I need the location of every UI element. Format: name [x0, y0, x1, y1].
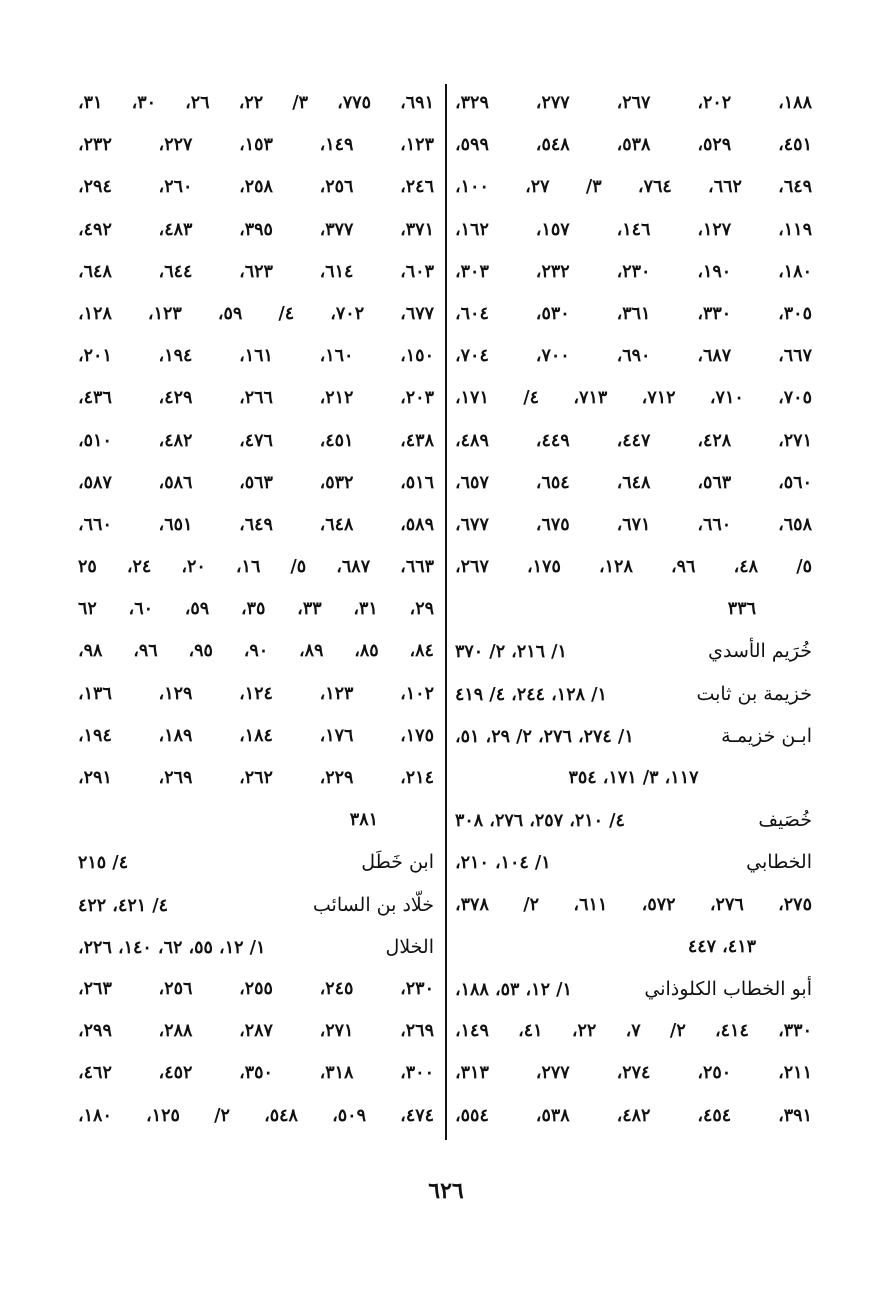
index-entry: [455, 630, 812, 672]
index-continuation-line: ٥١٦، ٥٣٢، ٥٦٣، ٥٨٦، ٥٨٧،: [78, 472, 434, 493]
entry-name: ابـن خزيمـة: [721, 724, 812, 747]
entry-page-refs: ٤/ ٢١٥: [78, 853, 129, 874]
entry-name: خزيمة بن ثابت: [696, 682, 812, 705]
index-continuation-line: ٢١١، ٢٥٠، ٢٧٤، ٢٧٧، ٣١٣،: [455, 1063, 812, 1084]
page-number: ٦٢٦: [428, 1178, 464, 1204]
index-continuation-line: ٨٤، ٨٥، ٨٩، ٩٠، ٩٥، ٩٦، ٩٨،: [78, 641, 434, 662]
index-continuation-line: ١١٩، ١٢٧، ١٤٦، ١٥٧، ١٦٢،: [455, 219, 812, 240]
entry-name: الخلال: [385, 935, 434, 958]
entry-name: خلّاد بن السائب: [312, 893, 434, 916]
index-entry: [455, 715, 812, 757]
entry-page-refs: ٤/ ٢١٠، ٢٥٧، ٢٧٦، ٣٠٨: [455, 811, 625, 832]
index-continuation-line: ٢٦٩، ٢٧١، ٢٨٧، ٢٨٨، ٢٩٩،: [78, 1021, 434, 1042]
index-entry: [78, 884, 434, 926]
index-entry: [455, 841, 812, 883]
index-entry: [78, 841, 434, 883]
index-continuation-line: ١١٧، ٣/ ١٧١، ٣٥٤: [568, 768, 699, 788]
index-continuation-line: ٦٧٧، ٧٠٢، ٤/ ٥٩، ١٢٣، ١٢٨،: [78, 303, 434, 324]
entry-page-refs: ١/ ١٢، ٥٣، ١٨٨،: [455, 979, 572, 1000]
index-continuation-line: ٥٨٩، ٦٤٨، ٦٤٩، ٦٥١، ٦٦٠،: [78, 514, 434, 535]
index-continuation-line: ٢٧٥، ٢٧٦، ٥٧٢، ٦١١، ٢/ ٣٧٨،: [455, 894, 812, 915]
index-continuation-line: ٦٥٨، ٦٦٠، ٦٧١، ٦٧٥، ٦٧٧،: [455, 514, 812, 535]
index-continuation-line: ٣٠٥، ٣٣٠، ٣٦١، ٥٣٠، ٦٠٤،: [455, 303, 812, 324]
index-continuation-line: ٢٩، ٣١، ٣٣، ٣٥، ٥٩، ٦٠، ٦٢: [78, 599, 434, 620]
index-entry: [455, 968, 812, 1010]
index-continuation-line: ١٥٠، ١٦٠، ١٦١، ١٩٤، ٢٠١،: [78, 346, 434, 367]
index-continuation-line: ١٨٠، ١٩٠، ٢٣٠، ٢٣٢، ٣٠٣،: [455, 261, 812, 282]
index-continuation-line: ٦٦٣، ٦٨٧، ٥/ ١٦، ٢٠، ٢٤، ٢٥: [78, 557, 434, 578]
entry-page-refs: ١/ ١٠٤، ٢١٠،: [455, 853, 551, 874]
index-continuation-line: ٢٧١، ٤٢٨، ٤٤٧، ٤٤٩، ٤٨٩،: [455, 430, 812, 451]
index-continuation-line: ١٧٥، ١٧٦، ١٨٤، ١٨٩، ١٩٤،: [78, 725, 434, 746]
index-continuation-line: ٢١٤، ٢٢٩، ٢٦٢، ٢٦٩، ٢٩١،: [78, 768, 434, 788]
index-entry: [78, 926, 434, 968]
entry-page-refs: ١/ ١٢، ٥٥، ٦٢، ١٤٠، ٢٢٦،: [78, 937, 266, 958]
index-continuation-line: ٣٩١، ٤٥٤، ٤٨٢، ٥٣٨، ٥٥٤،: [455, 1105, 812, 1126]
entry-name: خُرَيم الأسدي: [708, 640, 812, 663]
index-continuation-line: ٥/ ٤٨، ٩٦، ١٢٨، ١٧٥، ٢٦٧،: [455, 557, 812, 578]
index-continuation-line: ٧٠٥، ٧١٠، ٧١٢، ٧١٣، ٤/ ١٧١،: [455, 388, 812, 409]
index-continuation-line: ٦٠٣، ٦١٤، ٦٢٣، ٦٤٤، ٦٤٨،: [78, 261, 434, 282]
index-continuation-line: ٦٩١، ٧٧٥، ٣/ ٢٢، ٢٦، ٣٠، ٣١،: [78, 93, 434, 113]
index-continuation-line: ١٠٢، ١٢٣، ١٢٤، ١٢٩، ١٣٦،: [78, 683, 434, 704]
column-divider: [445, 84, 447, 1140]
index-continuation-line: ٤٧٤، ٥٠٩، ٥٤٨، ٢/ ١٢٥، ١٨٠،: [78, 1105, 434, 1126]
entry-page-refs: ١/ ١٢٨، ٢٤٤، ٤/ ٤١٩: [455, 684, 607, 705]
index-continuation-line: ٣٣٦: [727, 599, 756, 620]
index-continuation-line: ٤١٣، ٤٤٧: [687, 936, 756, 957]
index-continuation-line: ٣٧١، ٣٧٧، ٣٩٥، ٤٨٣، ٤٩٢،: [78, 219, 434, 240]
index-continuation-line: ٦٦٧، ٦٨٧، ٦٩٠، ٧٠٠، ٧٠٤،: [455, 346, 812, 367]
entry-page-refs: ٤/ ٤٢١، ٤٢٢: [78, 895, 169, 916]
index-column-right: [455, 82, 812, 1137]
index-continuation-line: ٦٤٩، ٦٦٢، ٧٦٤، ٣/ ٢٧، ١٠٠،: [455, 177, 812, 198]
entry-page-refs: ١/ ٢٧٤، ٢٧٦، ٢/ ٢٩، ٥١،: [455, 726, 634, 747]
index-continuation-line: ٤٣٨، ٤٥١، ٤٧٦، ٤٨٢، ٥١٠،: [78, 430, 434, 451]
index-continuation-line: ٤٥١، ٥٢٩، ٥٣٨، ٥٤٨، ٥٩٩،: [455, 135, 812, 156]
index-continuation-line: ١٢٣، ١٤٩، ١٥٣، ٢٢٧، ٢٣٢،: [78, 135, 434, 156]
entry-name: ابن خَطَل: [361, 851, 434, 874]
entry-name: أبو الخطاب الكلوذاني: [644, 977, 812, 1000]
index-continuation-line: ٣٣٠، ٤١٤، ٢/ ٧، ٢٢، ٤١، ١٤٩،: [455, 1021, 812, 1042]
index-continuation-line: ٥٦٠، ٥٦٣، ٦٤٨، ٦٥٤، ٦٥٧،: [455, 472, 812, 493]
index-continuation-line: ٣٨١: [349, 810, 378, 831]
index-column-left: [78, 82, 434, 1137]
entry-name: خُصَيف: [758, 809, 812, 832]
index-continuation-line: ٣٠٠، ٣١٨، ٣٥٠، ٤٥٢، ٤٦٢،: [78, 1063, 434, 1084]
index-continuation-line: ٢٠٣، ٢١٢، ٢٦٦، ٤٢٩، ٤٣٦،: [78, 388, 434, 409]
index-continuation-line: ٢٣٠، ٢٤٥، ٢٥٥، ٢٥٦، ٢٦٣،: [78, 978, 434, 999]
index-continuation-line: ١٨٨، ٢٠٢، ٢٦٧، ٢٧٧، ٣٢٩،: [455, 93, 812, 113]
index-entry: [455, 673, 812, 715]
index-entry: [455, 799, 812, 841]
index-continuation-line: ٢٤٦، ٢٥٦، ٢٥٨، ٢٦٠، ٢٩٤،: [78, 177, 434, 198]
entry-page-refs: ١/ ٢١٦، ٢/ ٣٧٠: [455, 642, 567, 663]
entry-name: الخطابي: [746, 851, 812, 874]
